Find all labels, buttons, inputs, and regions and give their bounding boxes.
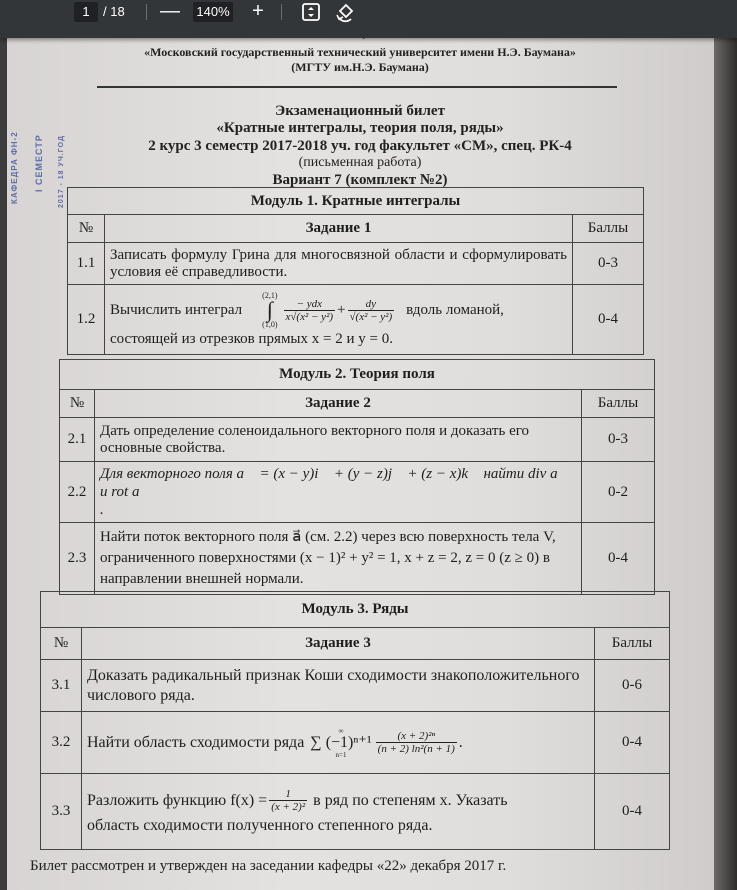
task-number: 3.3: [41, 774, 82, 850]
task-number: 2.3: [60, 523, 95, 595]
page-number-input[interactable]: 1: [74, 2, 98, 22]
page-shadow: [714, 30, 737, 890]
fit-page-icon[interactable]: [299, 1, 323, 23]
function-fraction: $\frac{1}{\text{(x + 2)²}}$: [271, 788, 306, 813]
task-text-part: Разложить функцию f(x) =: [87, 791, 268, 809]
task-number: 1.2: [68, 285, 105, 355]
task-number: 3.2: [41, 712, 82, 774]
module3-title: Модуль 3. Ряды: [41, 592, 670, 628]
task-text: Записать формулу Грина для многосвязной области и сформулировать условия её справедливости.: [105, 243, 573, 285]
task-text: Для векторного поля a⃗ = (x − y)i⃗ + (y − z)j⃗ + (z − x)k⃗ найти div a⃗ и rot a⃗ .: [95, 462, 582, 523]
task-text: Дать определение соленоидального векторного поля и доказать его основные свойства.: [95, 418, 582, 462]
col-task-header: Задание 1: [105, 215, 573, 243]
course-info: 2 курс 3 семестр 2017-2018 уч. год факультет «СМ», спец. РК-4: [148, 138, 572, 154]
task-points: 0-6: [595, 660, 670, 712]
module2-title: Модуль 2. Теория поля: [60, 360, 655, 390]
pdf-toolbar: [0, 0, 737, 38]
zoom-in-button[interactable]: +: [252, 0, 264, 22]
task-points: 0-3: [573, 243, 644, 285]
task-text-part: область сходимости полученного степенного ряда.: [87, 817, 433, 834]
approval-footer: Билет рассмотрен и утвержден на заседании кафедры «22» декабря 2017 г.: [30, 858, 507, 874]
series-fraction: $\frac{\text{(x + 2)²ⁿ}}{\text{(n + 2) ln²(n + 1)}}$: [377, 730, 455, 755]
task-text: Доказать радикальный признак Коши сходимости знакоположительного числового ряда.: [82, 660, 595, 712]
task-points: 0-2: [582, 462, 655, 523]
task-number: 2.2: [60, 462, 95, 523]
col-num-header: №: [68, 215, 105, 243]
work-form: (письменная работа): [298, 155, 422, 170]
task-points: 0-4: [573, 285, 644, 355]
task-text: Найти область сходимости ряда ∞ ∑ (−1)ⁿ⁺¹ n=1 $\frac{\text{(x + 2)²ⁿ}}{\text{(n + 2) ln²(n + 1)}}$ .: [82, 712, 595, 774]
col-task-header: Задание 2: [95, 390, 582, 418]
sum-sign: ∞ ∑ (−1)ⁿ⁺¹ n=1: [310, 726, 372, 759]
task-points: 0-4: [582, 523, 655, 595]
module2-table: [59, 359, 655, 595]
module1-title: Модуль 1. Кратные интегралы: [68, 188, 644, 215]
col-points-header: Баллы: [573, 215, 644, 243]
col-points-header: Баллы: [582, 390, 655, 418]
ticket-subject: «Кратные интегралы, теория поля, ряды»: [216, 120, 504, 136]
task-number: 3.1: [41, 660, 82, 712]
task-points: 0-4: [595, 774, 670, 850]
task-text: Найти поток векторного поля a⃗ (см. 2.2) через всю поверхность тела V, ограниченного поверхностями (x − 1)² + y² = 1, x + z = 2, z = 0 (z ≥ 0) в направлении внешней нормали.: [95, 523, 582, 595]
task-points: 0-4: [595, 712, 670, 774]
task-text: [82, 774, 595, 850]
divider: [281, 4, 282, 20]
ticket-title: Экзаменационный билет: [275, 103, 445, 119]
task-text-part: в ряд по степеням x. Указать: [313, 791, 508, 809]
rotate-icon[interactable]: [334, 1, 358, 23]
zoom-level-input[interactable]: 140%: [193, 2, 233, 22]
task-text-part: Найти область сходимости ряда: [87, 733, 305, 751]
col-task-header: Задание 3: [82, 628, 595, 660]
integral-sign: (2,1) ∫ (1,0): [262, 291, 278, 329]
task-number: 2.1: [60, 418, 95, 462]
col-num-header: №: [60, 390, 95, 418]
task-points: 0-3: [582, 418, 655, 462]
task-text-part: вдоль ломаной,: [406, 301, 504, 318]
fraction-2: $\frac{dy}{\text{√(x² − y²)}}$: [349, 297, 393, 323]
task-number: 1.1: [68, 243, 105, 285]
col-num-header: №: [41, 628, 82, 660]
department-stamp: КАФЕДРА ФН-2 I СЕМЕСТР 2017 - 18 УЧ.ГОД: [10, 131, 65, 208]
task-text: Вычислить интеграл (2,1) ∫ (1,0) $\frac{\text{− ydx}}{\text{x√(x² − y²)}}$ + $\frac{dy}{\text{√(x² − y²)}}$ вдоль ломаной, состоящей из отрезков прямых x = 2 и y = 0.: [105, 285, 573, 355]
module3-table: [40, 591, 670, 850]
zoom-out-button[interactable]: —: [160, 0, 180, 22]
module1-table: [67, 187, 644, 355]
university-name: «Московский государственный технический университет имени Н.Э. Баумана»: [144, 45, 576, 59]
task-text-part: Вычислить интеграл: [110, 301, 243, 318]
fraction-1: $\frac{\text{− ydx}}{\text{x√(x² − y²)}}$: [285, 297, 334, 323]
university-abbr: (МГТУ им.Н.Э. Баумана): [291, 60, 429, 74]
divider: [146, 4, 147, 20]
variant-title: Вариант 7 (комплект №2): [272, 172, 448, 188]
task-text-part: состоящей из отрезков прямых x = 2 и y = 0.: [110, 331, 393, 347]
col-points-header: Баллы: [595, 628, 670, 660]
header-rule: [97, 86, 617, 88]
page-total: / 18: [103, 4, 125, 19]
